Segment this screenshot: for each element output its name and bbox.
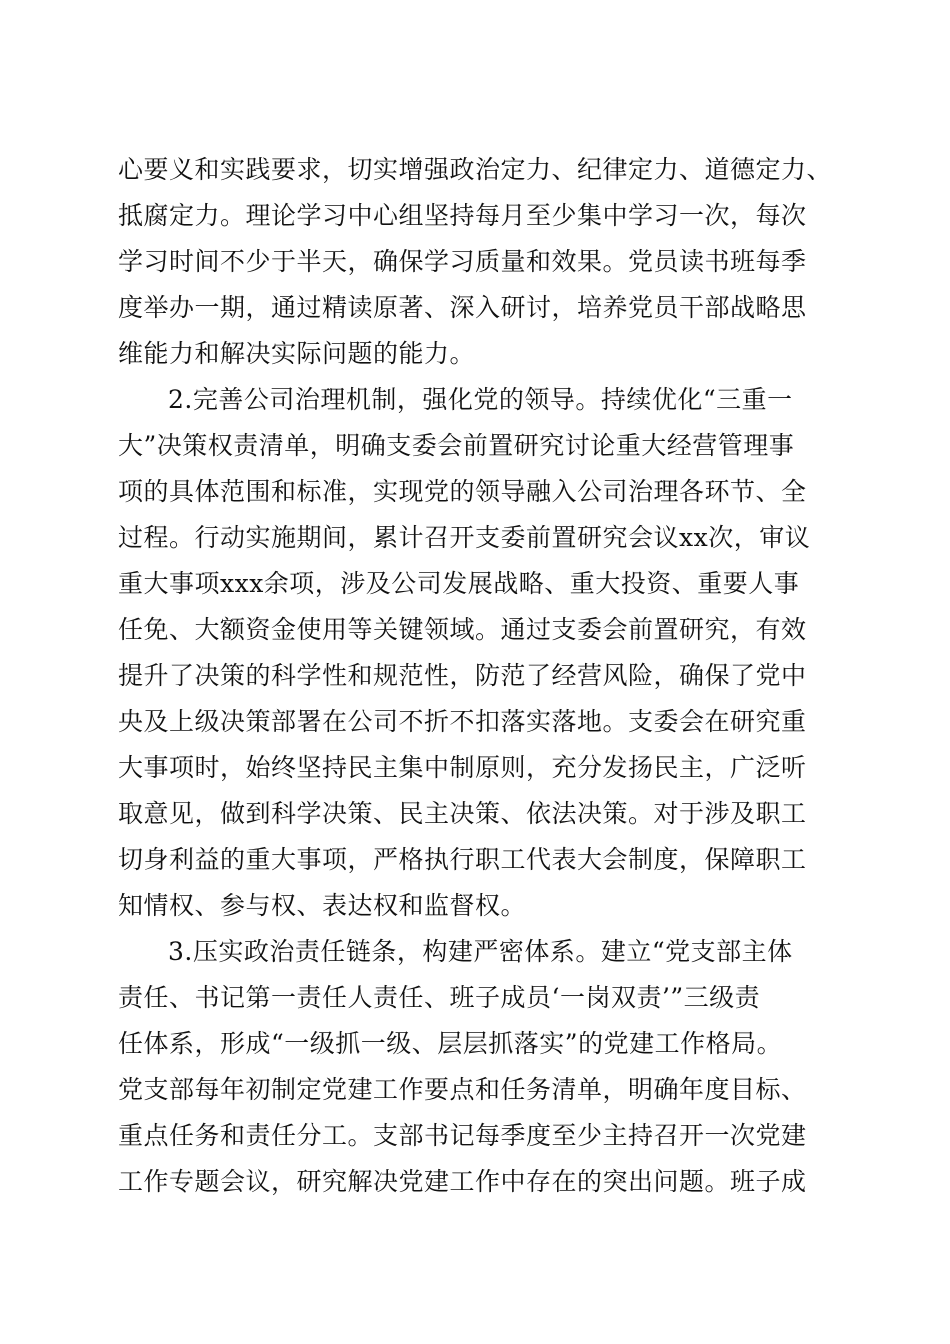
text-line-13: 央及上级决策部署在公司不折不扣落实落地。支委会在研究重: [118, 707, 807, 736]
text-line-9: 过程。行动实施期间，累计召开支委前置研究会议xx次，审议: [118, 523, 811, 552]
paragraph-2-first-line: 2.完善公司治理机制，强化党的领导。持续优化“三重一: [168, 385, 793, 414]
text-line-5: 维能力和解决实际问题的能力。: [118, 339, 476, 368]
text-line-10: 重大事项xxx余项，涉及公司发展战略、重大投资、重要人事: [118, 569, 800, 598]
text-line-12: 提升了决策的科学性和规范性，防范了经营风险，确保了党中: [118, 661, 807, 690]
text-line-17: 知情权、参与权、表达权和监督权。: [118, 891, 527, 920]
text-line-21: 党支部每年初制定党建工作要点和任务清单，明确年度目标、: [118, 1075, 807, 1104]
text-line-4: 度举办一期，通过精读原著、深入研讨，培养党员干部战略思: [118, 293, 807, 322]
text-line-11: 任免、大额资金使用等关键领域。通过支委会前置研究，有效: [118, 615, 807, 644]
text-line-1: 心要义和实践要求，切实增强政治定力、纪律定力、道德定力、: [118, 155, 833, 184]
text-line-19: 责任、书记第一责任人责任、班子成员‘一岗双责’”三级责: [118, 983, 761, 1012]
text-line-22: 重点任务和责任分工。支部书记每季度至少主持召开一次党建: [118, 1121, 807, 1150]
text-line-3: 学习时间不少于半天，确保学习质量和效果。党员读书班每季: [118, 247, 807, 276]
text-line-8: 项的具体范围和标准，实现党的领导融入公司治理各环节、全: [118, 477, 807, 506]
text-line-23: 工作专题会议，研究解决党建工作中存在的突出问题。班子成: [118, 1167, 807, 1196]
paragraph-3-first-line: 3.压实政治责任链条，构建严密体系。建立“党支部主体: [168, 937, 793, 966]
text-line-7: 大”决策权责清单，明确支委会前置研究讨论重大经营管理事: [118, 431, 795, 460]
text-line-2: 抵腐定力。理论学习中心组坚持每月至少集中学习一次，每次: [118, 201, 807, 230]
text-line-14: 大事项时，始终坚持民主集中制原则，充分发扬民主，广泛听: [118, 753, 807, 782]
text-line-15: 取意见，做到科学决策、民主决策、依法决策。对于涉及职工: [118, 799, 807, 828]
text-line-16: 切身利益的重大事项，严格执行职工代表大会制度，保障职工: [118, 845, 807, 874]
text-line-20: 任体系，形成“一级抓一级、层层抓落实”的党建工作格局。: [118, 1029, 783, 1058]
